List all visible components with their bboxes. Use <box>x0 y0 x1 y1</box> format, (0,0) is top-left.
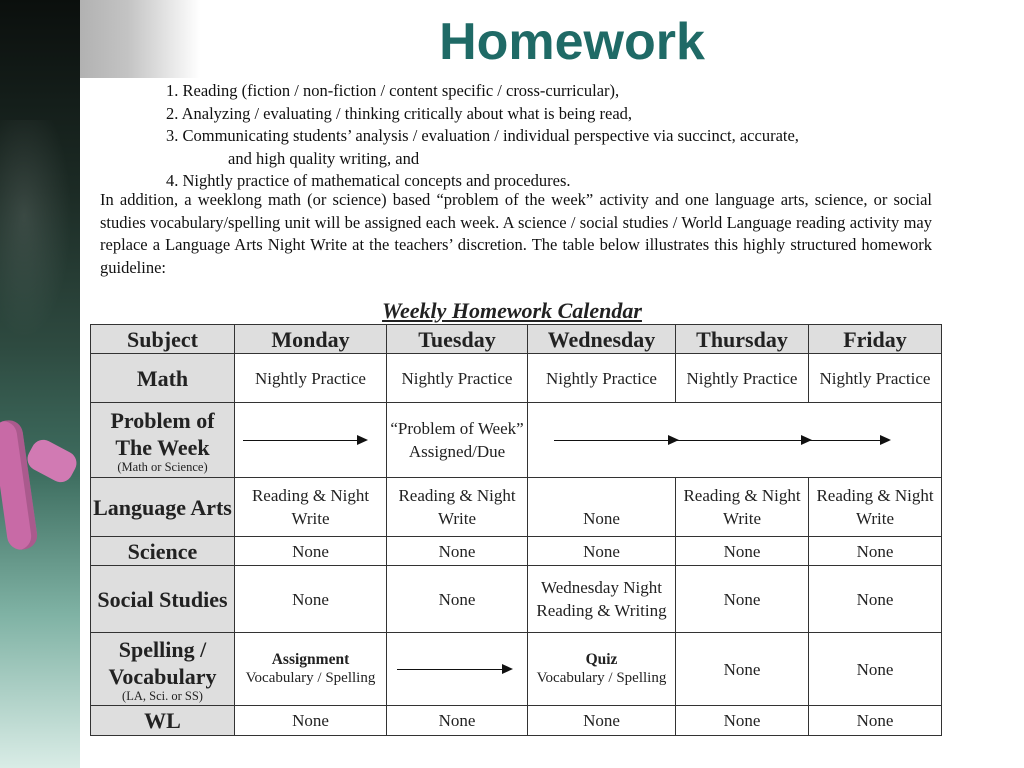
cell-math-wednesday: Nightly Practice <box>528 354 676 403</box>
cell-spell-wednesday <box>528 633 676 706</box>
subject-science: Science <box>91 537 235 566</box>
cell-sci-friday: None <box>809 537 942 566</box>
calendar-title: Weekly Homework Calendar <box>382 298 642 323</box>
cell-spell-monday <box>235 633 387 706</box>
subject-line: Vocabulary <box>108 663 217 689</box>
cell-potw-thursday <box>676 403 809 478</box>
cell-la-tuesday: Reading & Night Write <box>387 478 528 537</box>
document-image <box>80 78 944 748</box>
table-header-row <box>91 325 942 354</box>
arrow-right-icon <box>243 440 366 441</box>
table-row-math <box>91 354 942 403</box>
quiz-label: Quiz <box>585 651 618 668</box>
header-subject: Subject <box>91 325 235 354</box>
cell-wl-wednesday: None <box>528 706 676 736</box>
subject-note: (LA, Sci. or SS) <box>122 688 203 703</box>
header-friday: Friday <box>809 325 942 354</box>
cell-math-friday: Nightly Practice <box>809 354 942 403</box>
cell-wl-tuesday: None <box>387 706 528 736</box>
cell-potw-friday <box>809 403 942 478</box>
arrow-line <box>675 440 810 441</box>
header-wednesday: Wednesday <box>528 325 676 354</box>
subject-note: (Math or Science) <box>117 459 208 474</box>
table-row-spelling-vocabulary <box>91 633 942 706</box>
subject-language-arts: Language Arts <box>91 478 235 537</box>
table-row-problem-of-week <box>91 403 942 478</box>
arrow-right-icon <box>808 440 890 441</box>
header-thursday: Thursday <box>676 325 809 354</box>
subject-spelling-vocabulary <box>91 633 235 706</box>
pink-chalk-piece-icon <box>23 436 80 487</box>
list-item: 4. Nightly practice of mathematical concepts and procedures. <box>166 171 571 190</box>
cell-math-tuesday: Nightly Practice <box>387 354 528 403</box>
table-row-science <box>91 537 942 566</box>
list-item: 1. Reading (fiction / non-fiction / content specific / cross-curricular), <box>166 81 620 100</box>
cell-wl-friday: None <box>809 706 942 736</box>
cell-spell-tuesday <box>387 633 528 706</box>
subject-math: Math <box>91 354 235 403</box>
assignment-text: Vocabulary / Spelling <box>245 670 376 686</box>
list-item: 3. Communicating students’ analysis / evaluation / individual perspective via succinct, accurate, <box>166 126 799 145</box>
cell-potw-tuesday: “Problem of Week” Assigned/Due <box>387 403 528 478</box>
cell-ss-thursday: None <box>676 566 809 633</box>
cell-potw-monday <box>235 403 387 478</box>
subject-line: Spelling / <box>118 636 207 662</box>
cell-wl-monday: None <box>235 706 387 736</box>
list-item-continuation: and high quality writing, and <box>228 148 420 168</box>
cell-potw-wednesday <box>528 403 676 478</box>
subject-problem-of-week <box>91 403 235 478</box>
weekly-homework-table <box>90 324 942 736</box>
cell-ss-monday: None <box>235 566 387 633</box>
slide-title: Homework <box>439 13 705 71</box>
assignment-label: Assignment <box>271 651 350 668</box>
pink-chalk-icon <box>0 419 39 552</box>
list-item: 2. Analyzing / evaluating / thinking critically about what is being read, <box>166 103 633 123</box>
subject-social-studies: Social Studies <box>91 566 235 633</box>
table-row-language-arts <box>91 478 942 537</box>
cell-spell-thursday: None <box>676 633 809 706</box>
cell-ss-tuesday: None <box>387 566 528 633</box>
header-monday: Monday <box>235 325 387 354</box>
cell-la-friday: Reading & Night Write <box>809 478 942 537</box>
intro-paragraph: In addition, a weeklong math (or science) based “problem of the week” activity and one language arts, science, or social studies vocabulary/spelling unit will be assigned each week. A science / social studies / World Language reading activity may replace a Language Arts Night Write at the teachers’ discretion. The table below illustrates this highly structured homework guideline: <box>100 190 932 277</box>
cell-sci-tuesday: None <box>387 537 528 566</box>
subject-line: Problem of <box>110 407 215 433</box>
quiz-text: Vocabulary / Spelling <box>536 670 667 686</box>
cell-sci-monday: None <box>235 537 387 566</box>
cell-ss-wednesday: Wednesday Night Reading & Writing <box>528 566 676 633</box>
cell-math-monday: Nightly Practice <box>235 354 387 403</box>
subject-line: The Week <box>115 434 210 460</box>
table-row-wl <box>91 706 942 736</box>
chalk-swirl-decoration <box>0 120 80 360</box>
cell-la-thursday: Reading & Night Write <box>676 478 809 537</box>
arrow-line <box>554 440 677 441</box>
cell-wl-thursday: None <box>676 706 809 736</box>
cell-math-thursday: Nightly Practice <box>676 354 809 403</box>
homework-goals-list <box>166 80 926 193</box>
cell-sci-thursday: None <box>676 537 809 566</box>
decorative-chalkboard-strip <box>0 0 80 768</box>
cell-sci-wednesday: None <box>528 537 676 566</box>
arrow-right-icon <box>397 669 511 670</box>
cell-la-monday: Reading & Night Write <box>235 478 387 537</box>
cell-ss-friday: None <box>809 566 942 633</box>
cell-la-wednesday: None <box>528 478 676 537</box>
table-row-social-studies <box>91 566 942 633</box>
subject-wl: WL <box>91 706 235 736</box>
cell-spell-friday: None <box>809 633 942 706</box>
header-tuesday: Tuesday <box>387 325 528 354</box>
